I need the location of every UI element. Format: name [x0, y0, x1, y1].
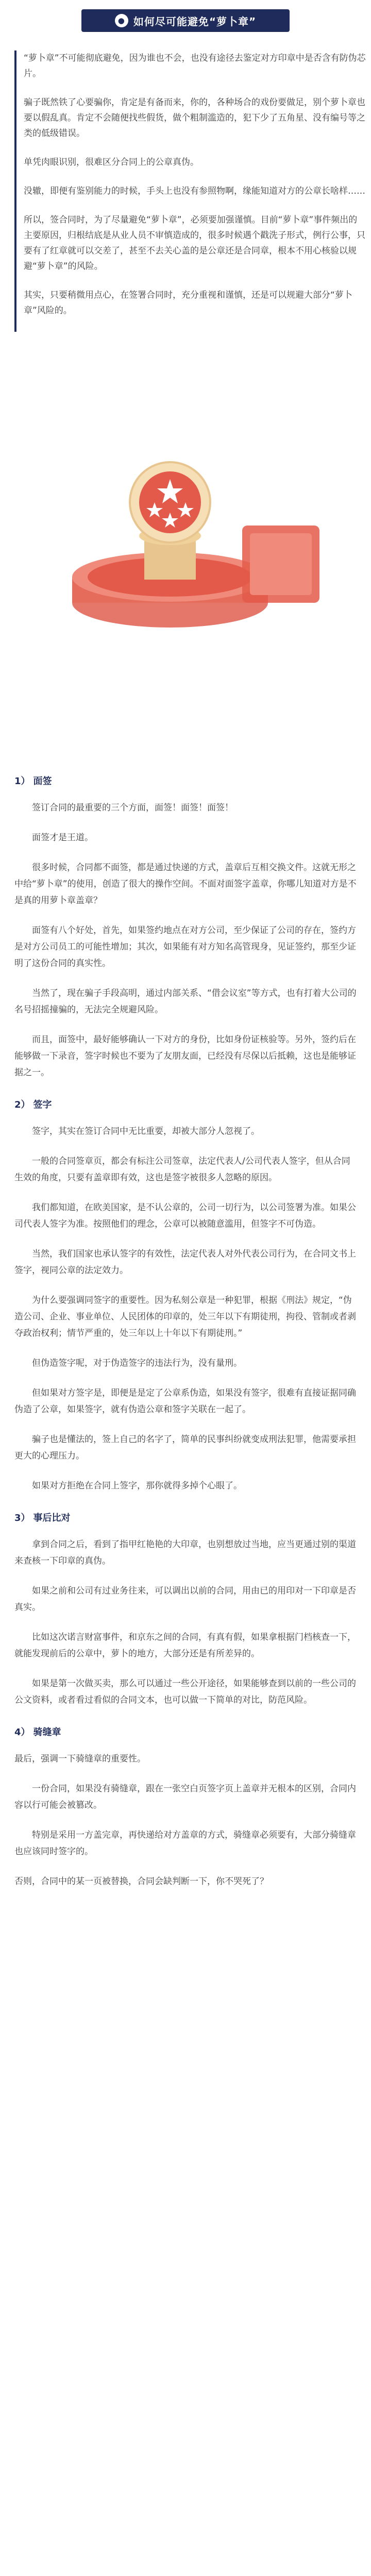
title-bar: [81, 9, 290, 32]
paragraph: 最后，强调一下骑缝章的重要性。: [14, 1754, 146, 1764]
paragraph: 当然了，现在骗子手段高明，通过内部关系、“借会议室”等方式，也有打着大公司的名号招摇撞骗的，无法完全规避风险。: [14, 988, 357, 1015]
paragraph: 而且，面签中，最好能够确认一下对方的身份，比如身份证核验等。另外，签约后在能够做一下录音，签字时候也不要为了友朋友面，已经没有尽保以后抵赖，这也是能够证据之一。: [14, 1035, 356, 1078]
paragraph: 否则，合同中的某一页被替换，合同会缺判断一下，你不哭死了？: [14, 1876, 268, 1887]
paragraph: 当然，我们国家也承认签字的有效性，法定代表人对外代表公司行为，在合同文书上签字，视同公章的法定效力。: [14, 1249, 356, 1276]
page-title: 如何尽可能避免“萝卜章”: [133, 15, 257, 28]
paragraph: 很多时候，合同都不面签，都是通过快递的方式，盖章后互相交换文件。这就无形之中给“萝卜章”的使用，创造了很大的操作空间。不面对面签字盖章，你哪儿知道对方是不是真的用萝卜章盖章？: [14, 862, 357, 906]
paragraph: 为什么要强调同签字的重要性。因为私刻公章是一种犯罪，根据《刑法》规定，“伪造公司、企业、事业单位、人民团体的印章的，处三年以下有期徒刑，拘役、管制或者剥夺政治权利；情节严重的，处三年以上十年以下有期徒刑。”: [14, 1295, 356, 1338]
section-post-comparison: [14, 1511, 357, 1708]
paragraph: 一份合同，如果没有骑缝章，跟在一张空白页签字页上盖章并无根本的区别，合同内容以行可能会被篡改。: [14, 1784, 356, 1810]
paragraph: 面签有八个好处，首先，如果签约地点在对方公司，至少保证了公司的存在，签约方是对方公司员工的可能性增加；其次，如果能有对方知名高管现身，见证签约，那至少证明了这份合同的真实性。: [14, 925, 356, 969]
paragraph: 签字，其实在签订合同中无比重要，却被大部分人忽视了。: [32, 1126, 260, 1137]
section-heading: 4） 骑缝章: [14, 1727, 61, 1738]
paragraph: 签订合同的最重要的三个方面，面签！面签！面签！: [32, 803, 233, 813]
paragraph: 如果对方拒绝在合同上签字，那你就得多掉个心眼了。: [32, 1481, 242, 1491]
paragraph: 拿到合同之后，看到了指甲红艳艳的大印章，也别想放过当地，应当更通过别的渠道来查核一下印章的真伪。: [14, 1539, 356, 1566]
paragraph: 但如果对方签字是，即便是是定了公章系伪造，如果没有签字，很难有直接证据同确伪造了公章，如果签字，就有伪造公章和签字关联在一起了。: [14, 1388, 356, 1415]
lead-paragraph-6: 其实，只要稍微用点心，在签署合同时，充分重视和谨慎，还是可以规避大部分“萝卜章”风险的。: [24, 290, 352, 316]
lead-paragraph-2: 骗子既然铁了心要骗你，肯定是有备而来，你的，各种场合的戏份要做足，别个萝卜章也要以假乱真。肯定不会随便找些假货，做个粗制滥造的，犯下少了五角星、没有编号等之类的低级错误。: [24, 97, 365, 139]
lead-paragraph-4: 没辙，即便有鉴别能力的时候，手头上也没有参照物啊，缘能知道对方的公章长啥样……: [24, 186, 365, 196]
lead-paragraph-5: 所以，签合同时，为了尽量避免“萝卜章”，必须要加强谨慎。目前“萝卜章”事件频出的主要原因，归根结底是从业人员不审慎造成的，很多时候遇个戳洗子形式，例行公事，只要有了红章就可以交差了，甚至不去关心盖的是公章还是合同章，根本不用心核验以规避“萝卜章”的风险。: [24, 215, 365, 272]
section-seam-seal: [14, 1725, 357, 1890]
paragraph: 面签才是王道。: [32, 833, 93, 843]
seal-icon: ●: [115, 14, 128, 27]
paragraph: 比如这次诺言财富事件，和京东之间的合同，有真有假，如果拿根据门档核查一下，就能发现前后的公章中，萝卜的地方，大部分还是有所差异的。: [14, 1632, 356, 1659]
paragraph: 特别是采用一方盖完章，再快递给对方盖章的方式，骑缝章必须要有，大部分骑缝章也应该同时签字的。: [14, 1830, 356, 1857]
section-heading: 2） 签字: [14, 1099, 52, 1110]
article-body: [14, 757, 357, 1903]
section-signature: [14, 1097, 357, 1494]
title-banner: [81, 9, 290, 32]
paragraph: 如果之前和公司有过业务往来，可以调出以前的合同，用由已的用印对一下印章是否真实。: [14, 1586, 356, 1613]
lead-paragraph-1: “萝卜章”不可能彻底避免，因为谁也不会，也没有途径去鉴定对方印章中是否含有防伪芯片。: [24, 53, 366, 79]
paragraph: 一般的合同签章页，都会有标注公司签章，法定代表人/公司代表人签字，但从合同生效的角度，只要有盖章即有效，这也是签字被很多人忽略的原因。: [14, 1156, 350, 1183]
paragraph: 我们都知道，在欧美国家，是不认公章的，公司一切行为，以公司签署为准。如果公司代表人签字为准。按照他们的理念，公章可以被随意滥用，但签字不可伪造。: [14, 1202, 356, 1229]
lead-quote-block: [14, 50, 366, 332]
paragraph: 骗子也是懂法的，签上自己的名字了，简单的民事纠纷就变成刑法犯罪，他需要承担更大的心理压力。: [14, 1434, 356, 1461]
paragraph: 但伪造签字呢，对于伪造签字的违法行为，没有量刑。: [32, 1358, 242, 1368]
section-heading: 1） 面签: [14, 776, 52, 787]
lead-paragraph-3: 单凭肉眼识别，很难区分合同上的公章真伪。: [24, 157, 199, 167]
section-face-to-face: [14, 774, 357, 1081]
section-heading: 3） 事后比对: [14, 1513, 71, 1523]
wax-seal-stamp-illustration: [41, 448, 330, 654]
paragraph: 如果是第一次做买卖，那么可以通过一些公开途径，如果能够查到以前的一些公司的公文资料，或者看过看似的合同文本，也可以做一下简单的对比，防范风险。: [14, 1679, 356, 1705]
